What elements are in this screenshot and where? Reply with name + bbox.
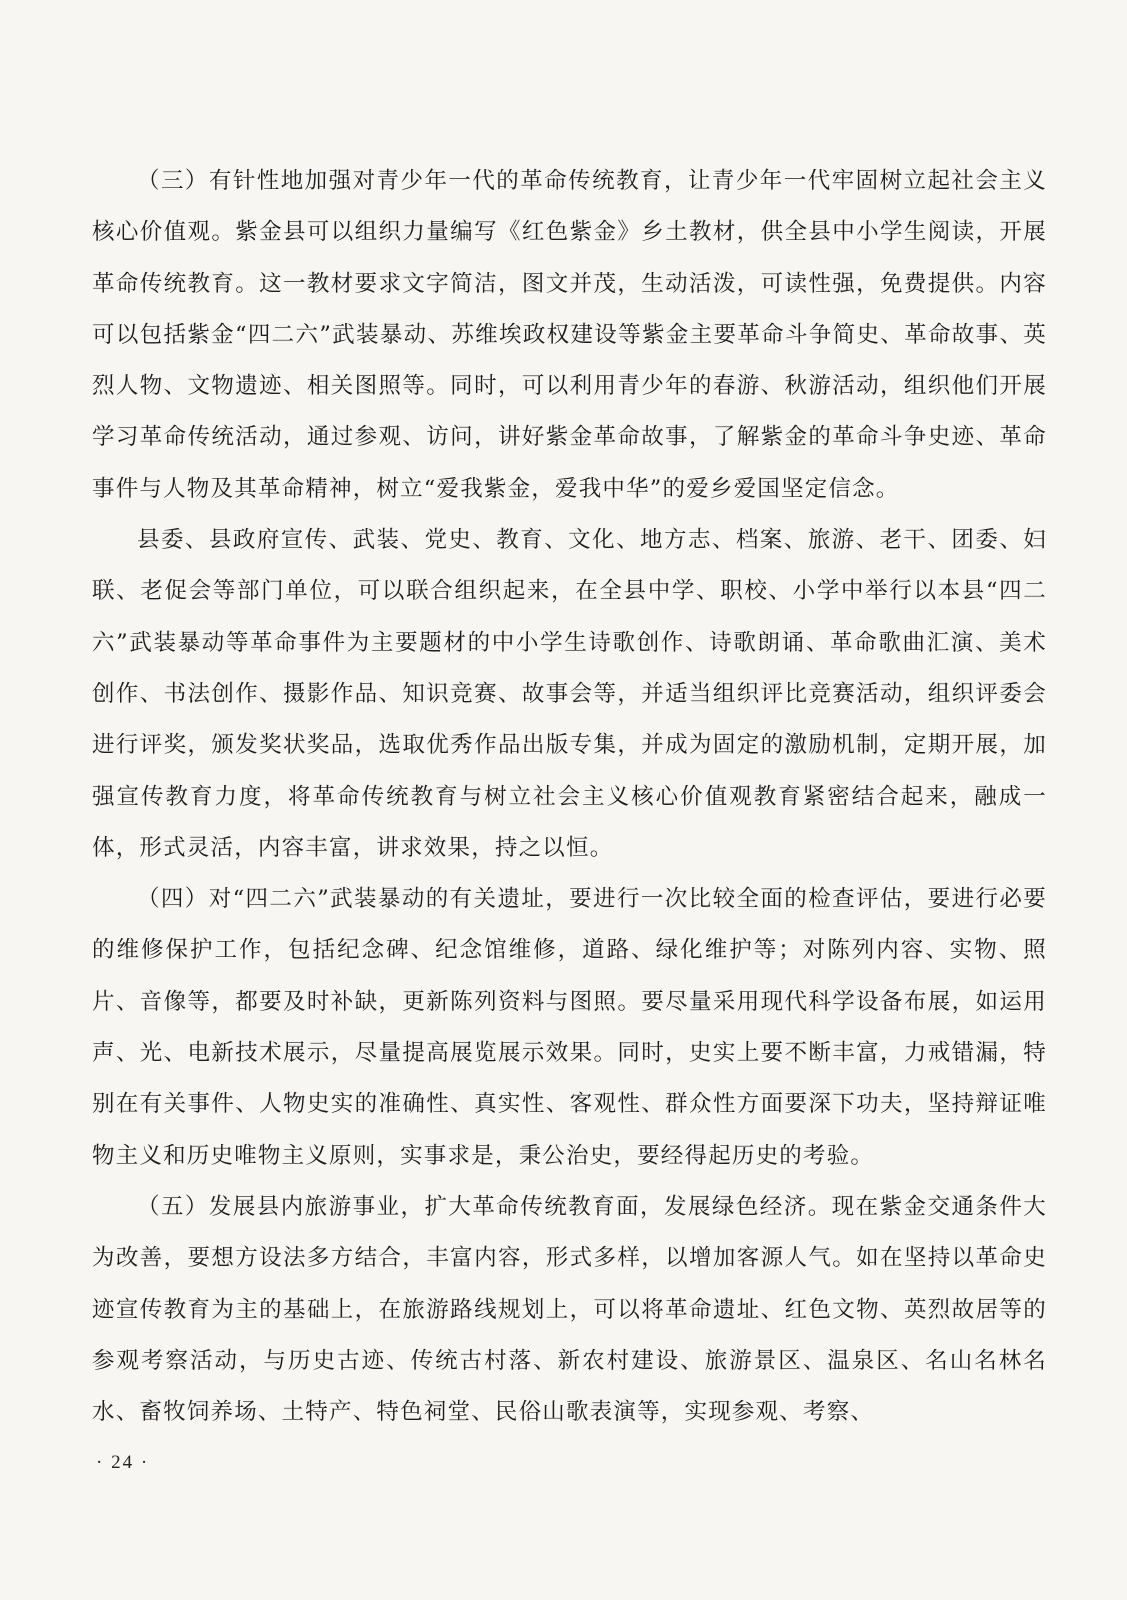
body-text (92, 156, 1047, 1438)
paragraph-site-maintenance: （四）对“四二六”武装暴动的有关遗址，要进行一次比较全面的检查评估，要进行必要的维修保护工作，包括纪念碑、纪念馆维修，道路、绿化维护等；对陈列内容、实物、照片、音像等，都要及时补缺，更新陈列资料与图照。要尽量采用现代科学设备布展，如运用声、光、电新技术展示，尽量提高展览展示效果。同时，史实上要不断丰富，力戒错漏，特别在有关事件、人物史实的准确性、真实性、客观性、群众性方面要深下功夫，坚持辩证唯物主义和历史唯物主义原则，实事求是，秉公治史，要经得起历史的考验。 (92, 886, 1047, 1169)
paragraph-tourism: （五）发展县内旅游事业，扩大革命传统教育面，发展绿色经济。现在紫金交通条件大为改善，要想方设法多方结合，丰富内容，形式多样，以增加客源人气。如在坚持以革命史迹宣传教育为主的基础上，在旅游路线规划上，可以将革命遗址、红色文物、英烈故居等的参观考察活动，与历史古迹、传统古村落、新农村建设、旅游景区、温泉区、名山名林名水、畜牧饲养场、土特产、特色祠堂、民俗山歌表演等，实现参观、考察、 (92, 1193, 1047, 1426)
paragraph-joint-organization: 县委、县政府宣传、武装、党史、教育、文化、地方志、档案、旅游、老干、团委、妇联、老促会等部门单位，可以联合组织起来，在全县中学、职校、小学中举行以本县“四二六”武装暴动等革命事件为主要题材的中小学生诗歌创作、诗歌朗诵、革命歌曲汇演、美术创作、书法创作、摄影作品、知识竞赛、故事会等，并适当组织评比竞赛活动，组织评委会进行评奖，颁发奖状奖品，选取优秀作品出版专集，并成为固定的激励机制，定期开展，加强宣传教育力度，将革命传统教育与树立社会主义核心价值观教育紧密结合起来，融成一体，形式灵活，内容丰富，讲求效果，持之以恒。 (92, 527, 1047, 861)
paragraph-youth-education: （三）有针性地加强对青少年一代的革命传统教育，让青少年一代牢固树立起社会主义核心价值观。紫金县可以组织力量编写《红色紫金》乡土教材，供全县中小学生阅读，开展革命传统教育。这一教材要求文字简洁，图文并茂，生动活泼，可读性强，免费提供。内容可以包括紫金“四二六”武装暴动、苏维埃政权建设等紫金主要革命斗争简史、革命故事、英烈人物、文物遗迹、相关图照等。同时，可以利用青少年的春游、秋游活动，组织他们开展学习革命传统活动，通过参观、访问，讲好紫金革命故事，了解紫金的革命斗争史迹、革命事件与人物及其革命精神，树立“爱我紫金，爱我中华”的爱乡爱国坚定信念。 (92, 168, 1047, 502)
page-number: · 24 · (96, 1452, 150, 1473)
